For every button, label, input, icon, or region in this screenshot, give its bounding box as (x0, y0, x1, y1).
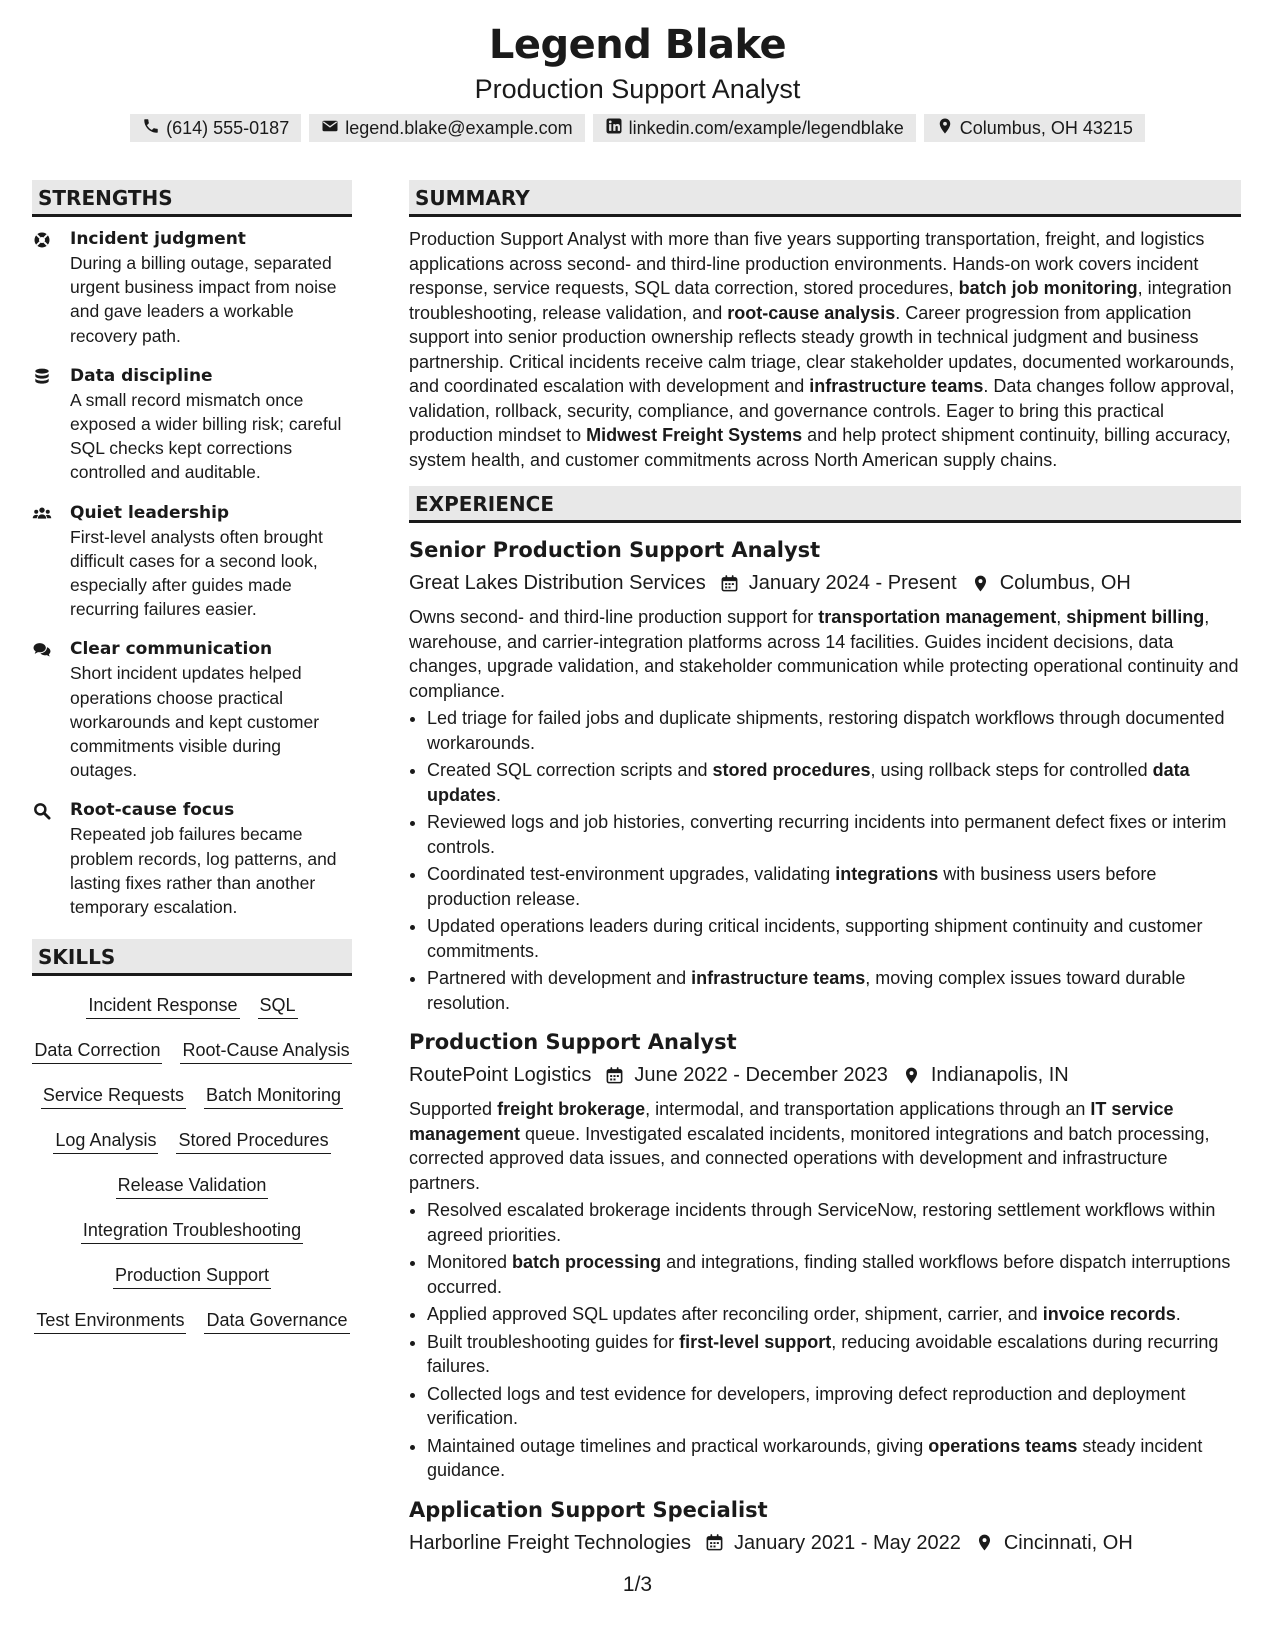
skill-tag: Test Environments (34, 1307, 186, 1334)
job-meta (409, 567, 1241, 599)
job-bullets (409, 1198, 1241, 1483)
contact-phone[interactable] (130, 114, 301, 142)
map-pin-icon (975, 1533, 994, 1552)
skill-tag: Batch Monitoring (204, 1082, 343, 1109)
job-meta (409, 1527, 1241, 1559)
job-dates: January 2024 - Present (748, 572, 957, 594)
calendar-icon (705, 1533, 724, 1552)
job-bullet: • Partnered with development and infrastructure teams, moving complex issues toward durable resolution. (427, 966, 1241, 1015)
candidate-title: Production Support Analyst (474, 74, 801, 104)
skill-tag: Root-Cause Analysis (180, 1037, 351, 1064)
strength-item (32, 798, 352, 919)
summary-heading: SUMMARY (409, 180, 1241, 217)
skill-tag: Service Requests (41, 1082, 186, 1109)
search-icon (32, 798, 70, 919)
job-bullet: • Built troubleshooting guides for first-level support, reducing avoidable escalations during recurring failures. (427, 1330, 1241, 1379)
linkedin-icon (605, 117, 623, 140)
job-dates: June 2022 - December 2023 (634, 1064, 888, 1086)
job-company: Harborline Freight Technologies (409, 1531, 692, 1554)
job-bullet: • Applied approved SQL updates after reconciling order, shipment, carrier, and invoice records. (427, 1302, 1241, 1327)
job-bullet: • Created SQL correction scripts and stored procedures, using rollback steps for controlled data updates. (427, 758, 1241, 807)
job-entry (409, 1027, 1241, 1483)
contact-email-text: legend.blake@example.com (345, 117, 573, 138)
contact-location (924, 114, 1145, 142)
contact-location-text: Columbus, OH 43215 (959, 117, 1133, 138)
job-bullets (409, 706, 1241, 1015)
summary-text: Production Support Analyst with more than five years supporting transportation, freight, and logistics applications across second- and third-line production environments. Hands-on work covers incident response, service requests, SQL data correction, stored procedures, batch job monitoring, integration troubleshooting, release validation, and root-cause analysis. Career progression from application support into senior production ownership reflects steady growth in technical judgment and business partnership. Critical incidents receive calm triage, clear stakeholder updates, documented workarounds, and coordinated escalation with development and infrastructure teams. Data changes follow approval, validation, rollback, security, compliance, and governance controls. Eager to bring this practical production mindset to Midwest Freight Systems and help protect shipment continuity, billing accuracy, system health, and customer commitments across North American supply chains. (409, 229, 1235, 470)
contact-email[interactable] (309, 114, 584, 142)
calendar-icon (605, 1066, 624, 1085)
strength-text: First-level analysts often brought difficult cases for a second look, especially after guides made recurring failures easier. (70, 526, 323, 620)
contact-linkedin-text: linkedin.com/example/legendblake (628, 117, 904, 138)
skills-heading: SKILLS (32, 939, 352, 976)
contact-linkedin[interactable] (593, 114, 916, 142)
life-ring-icon (32, 227, 70, 348)
experience-heading: EXPERIENCE (409, 486, 1241, 523)
page-number: 1/3 (622, 1573, 653, 1596)
skill-tag: Integration Troubleshooting (81, 1217, 303, 1244)
job-location: Cincinnati, OH (1003, 1531, 1133, 1554)
skill-tag: Incident Response (86, 992, 239, 1019)
envelope-icon (321, 117, 339, 140)
contact-phone-text: (614) 555-0187 (166, 117, 290, 138)
skill-tag: Stored Procedures (176, 1127, 330, 1154)
strengths-heading: STRENGTHS (32, 180, 352, 217)
skills-list (32, 976, 352, 1334)
right-column (409, 180, 1241, 1559)
job-title: Application Support Specialist (409, 1497, 768, 1522)
skill-tag: Release Validation (116, 1172, 269, 1199)
map-pin-icon (971, 574, 990, 593)
experience-list (409, 535, 1241, 1559)
job-bullet: • Coordinated test-environment upgrades, validating integrations with business users before production release. (427, 862, 1241, 911)
candidate-name: Legend Blake (488, 22, 787, 68)
job-entry (409, 535, 1241, 1015)
job-description: Owns second- and third-line production support for transportation management, shipment billing, warehouse, and carrier-integration platforms across 14 facilities. Guides incident decisions, data changes, upgrade validation, and stakeholder communication while protecting operational continuity and compliance. (409, 607, 1239, 701)
job-bullet: • Monitored batch processing and integrations, finding stalled workflows before dispatch interruptions occurred. (427, 1250, 1241, 1299)
left-column (32, 180, 352, 1334)
job-bullet: • Collected logs and test evidence for developers, improving defect reproduction and deployment verification. (427, 1382, 1241, 1431)
strength-item (32, 227, 352, 348)
strength-text: During a billing outage, separated urgent business impact from noise and gave leaders a workable recovery path. (70, 253, 337, 346)
strength-title: Root-cause focus (70, 800, 235, 821)
strength-text: Short incident updates helped operations choose practical workarounds and kept customer commitments visible during outages. (70, 663, 320, 781)
users-icon (32, 501, 70, 622)
strength-text: Repeated job failures became problem records, log patterns, and lasting fixes rather than another temporary escalation. (70, 824, 337, 918)
job-dates: January 2021 - May 2022 (734, 1531, 961, 1554)
contact-bar (0, 114, 1275, 142)
job-location: Columbus, OH (999, 572, 1131, 594)
skill-tag: Data Governance (204, 1307, 349, 1334)
job-bullet: • Led triage for failed jobs and duplicate shipments, restoring dispatch workflows through documented workarounds. (427, 706, 1241, 755)
strength-title: Quiet leadership (70, 502, 230, 523)
job-meta (409, 1059, 1241, 1091)
database-icon (32, 364, 70, 485)
strength-text: A small record mismatch once exposed a wider billing risk; careful SQL checks kept corrections controlled and auditable. (70, 389, 342, 483)
map-pin-icon (936, 117, 954, 140)
map-pin-icon (902, 1066, 921, 1085)
strength-item (32, 501, 352, 622)
job-title: Senior Production Support Analyst (409, 538, 821, 562)
strength-title: Data discipline (70, 365, 213, 386)
job-company: RoutePoint Logistics (409, 1064, 592, 1086)
phone-icon (142, 117, 160, 140)
skill-tag: Production Support (113, 1262, 271, 1289)
skill-tag: Data Correction (32, 1037, 162, 1064)
job-title: Production Support Analyst (409, 1030, 737, 1054)
job-entry (409, 1495, 1241, 1559)
strength-item (32, 637, 352, 782)
strength-item (32, 364, 352, 485)
job-bullet: • Maintained outage timelines and practical workarounds, giving operations teams steady incident guidance. (427, 1434, 1241, 1483)
skill-tag: SQL (258, 992, 298, 1019)
strength-title: Clear communication (70, 639, 273, 660)
skill-tag: Log Analysis (53, 1127, 158, 1154)
job-description: Supported freight brokerage, intermodal, and transportation applications through an IT service management queue. Investigated escalated incidents, monitored integrations and batch processing, corrected approved data issues, and connected operations with development and infrastructure partners. (409, 1099, 1210, 1193)
job-company: Great Lakes Distribution Services (409, 572, 706, 594)
comments-icon (32, 637, 70, 782)
job-location: Indianapolis, IN (930, 1064, 1069, 1086)
job-bullet: • Resolved escalated brokerage incidents through ServiceNow, restoring settlement workflows within agreed priorities. (427, 1198, 1241, 1247)
strengths-list (32, 227, 352, 919)
strength-title: Incident judgment (70, 229, 246, 249)
job-bullet: • Updated operations leaders during critical incidents, supporting shipment continuity and customer commitments. (427, 914, 1241, 963)
job-bullet: • Reviewed logs and job histories, converting recurring incidents into permanent defect fixes or interim controls. (427, 810, 1241, 859)
calendar-icon (720, 574, 739, 593)
